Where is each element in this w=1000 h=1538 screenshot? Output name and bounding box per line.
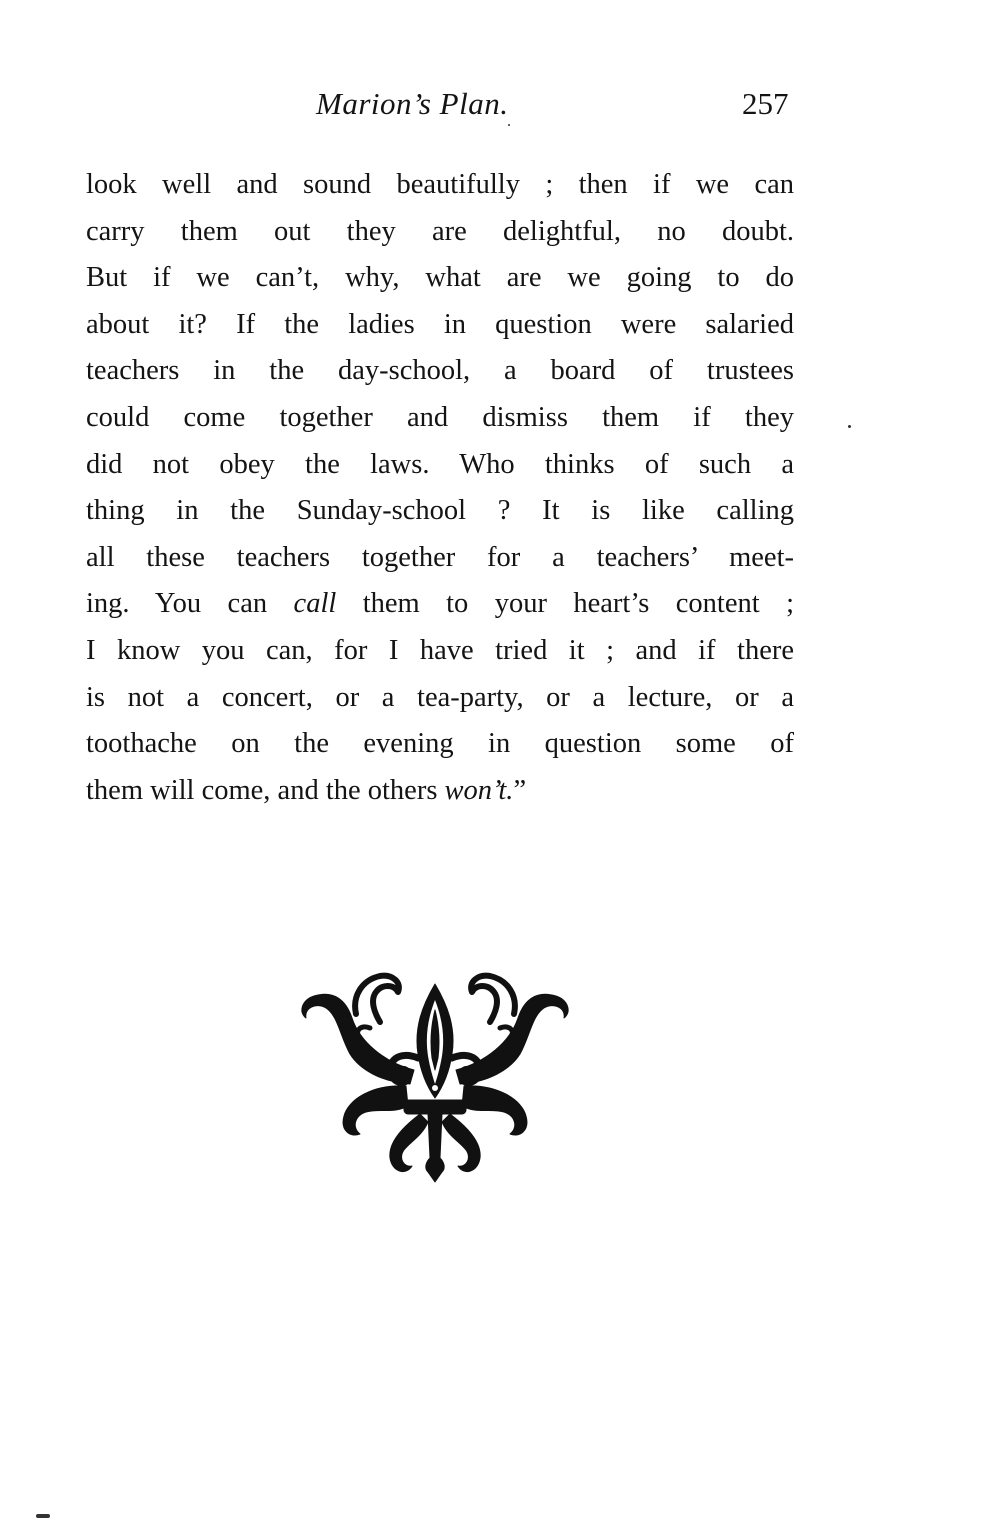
text-line-10: ing. You can call them to your heart’s content ; xyxy=(86,588,795,620)
text-line-3: But if we can’t, why, what are we going to do xyxy=(86,262,794,294)
emphasis-call: call xyxy=(293,588,337,620)
text-line-4: about it? If the ladies in question were salaried xyxy=(86,308,794,340)
running-head xyxy=(0,80,1000,130)
text-line-1: look well and sound beautifully ; then if we can xyxy=(86,169,794,200)
running-title: Marion’s Plan. xyxy=(316,86,509,121)
scan-speck xyxy=(848,425,851,428)
fleur-de-lis-ornament-icon xyxy=(294,966,576,1188)
text-line-12: is not a concert, or a tea-party, or a lecture, or a xyxy=(86,681,794,713)
text-line-8: thing in the Sunday-school ? It is like calling xyxy=(86,495,794,527)
page-number: 257 xyxy=(742,86,789,121)
text-line-11: I know you can, for I have tried it ; and if there xyxy=(86,634,794,666)
text-line-7: did not obey the laws. Who thinks of such a xyxy=(86,448,794,480)
text-line-14: them will come, and the others won’t.” xyxy=(86,774,527,806)
text-line-13: toothache on the evening in question some of xyxy=(86,728,794,760)
scan-speck xyxy=(508,124,510,126)
emphasis-wont: won’t. xyxy=(444,774,514,806)
text-line-9: all these teachers together for a teachers’ meet- xyxy=(86,541,794,573)
body-text xyxy=(86,162,794,814)
scan-speck xyxy=(36,1514,50,1518)
text-line-5: teachers in the day-school, a board of trustees xyxy=(86,355,794,387)
text-line-6: could come together and dismiss them if they xyxy=(86,401,794,433)
text-line-2: carry them out they are delightful, no doubt. xyxy=(86,215,794,247)
